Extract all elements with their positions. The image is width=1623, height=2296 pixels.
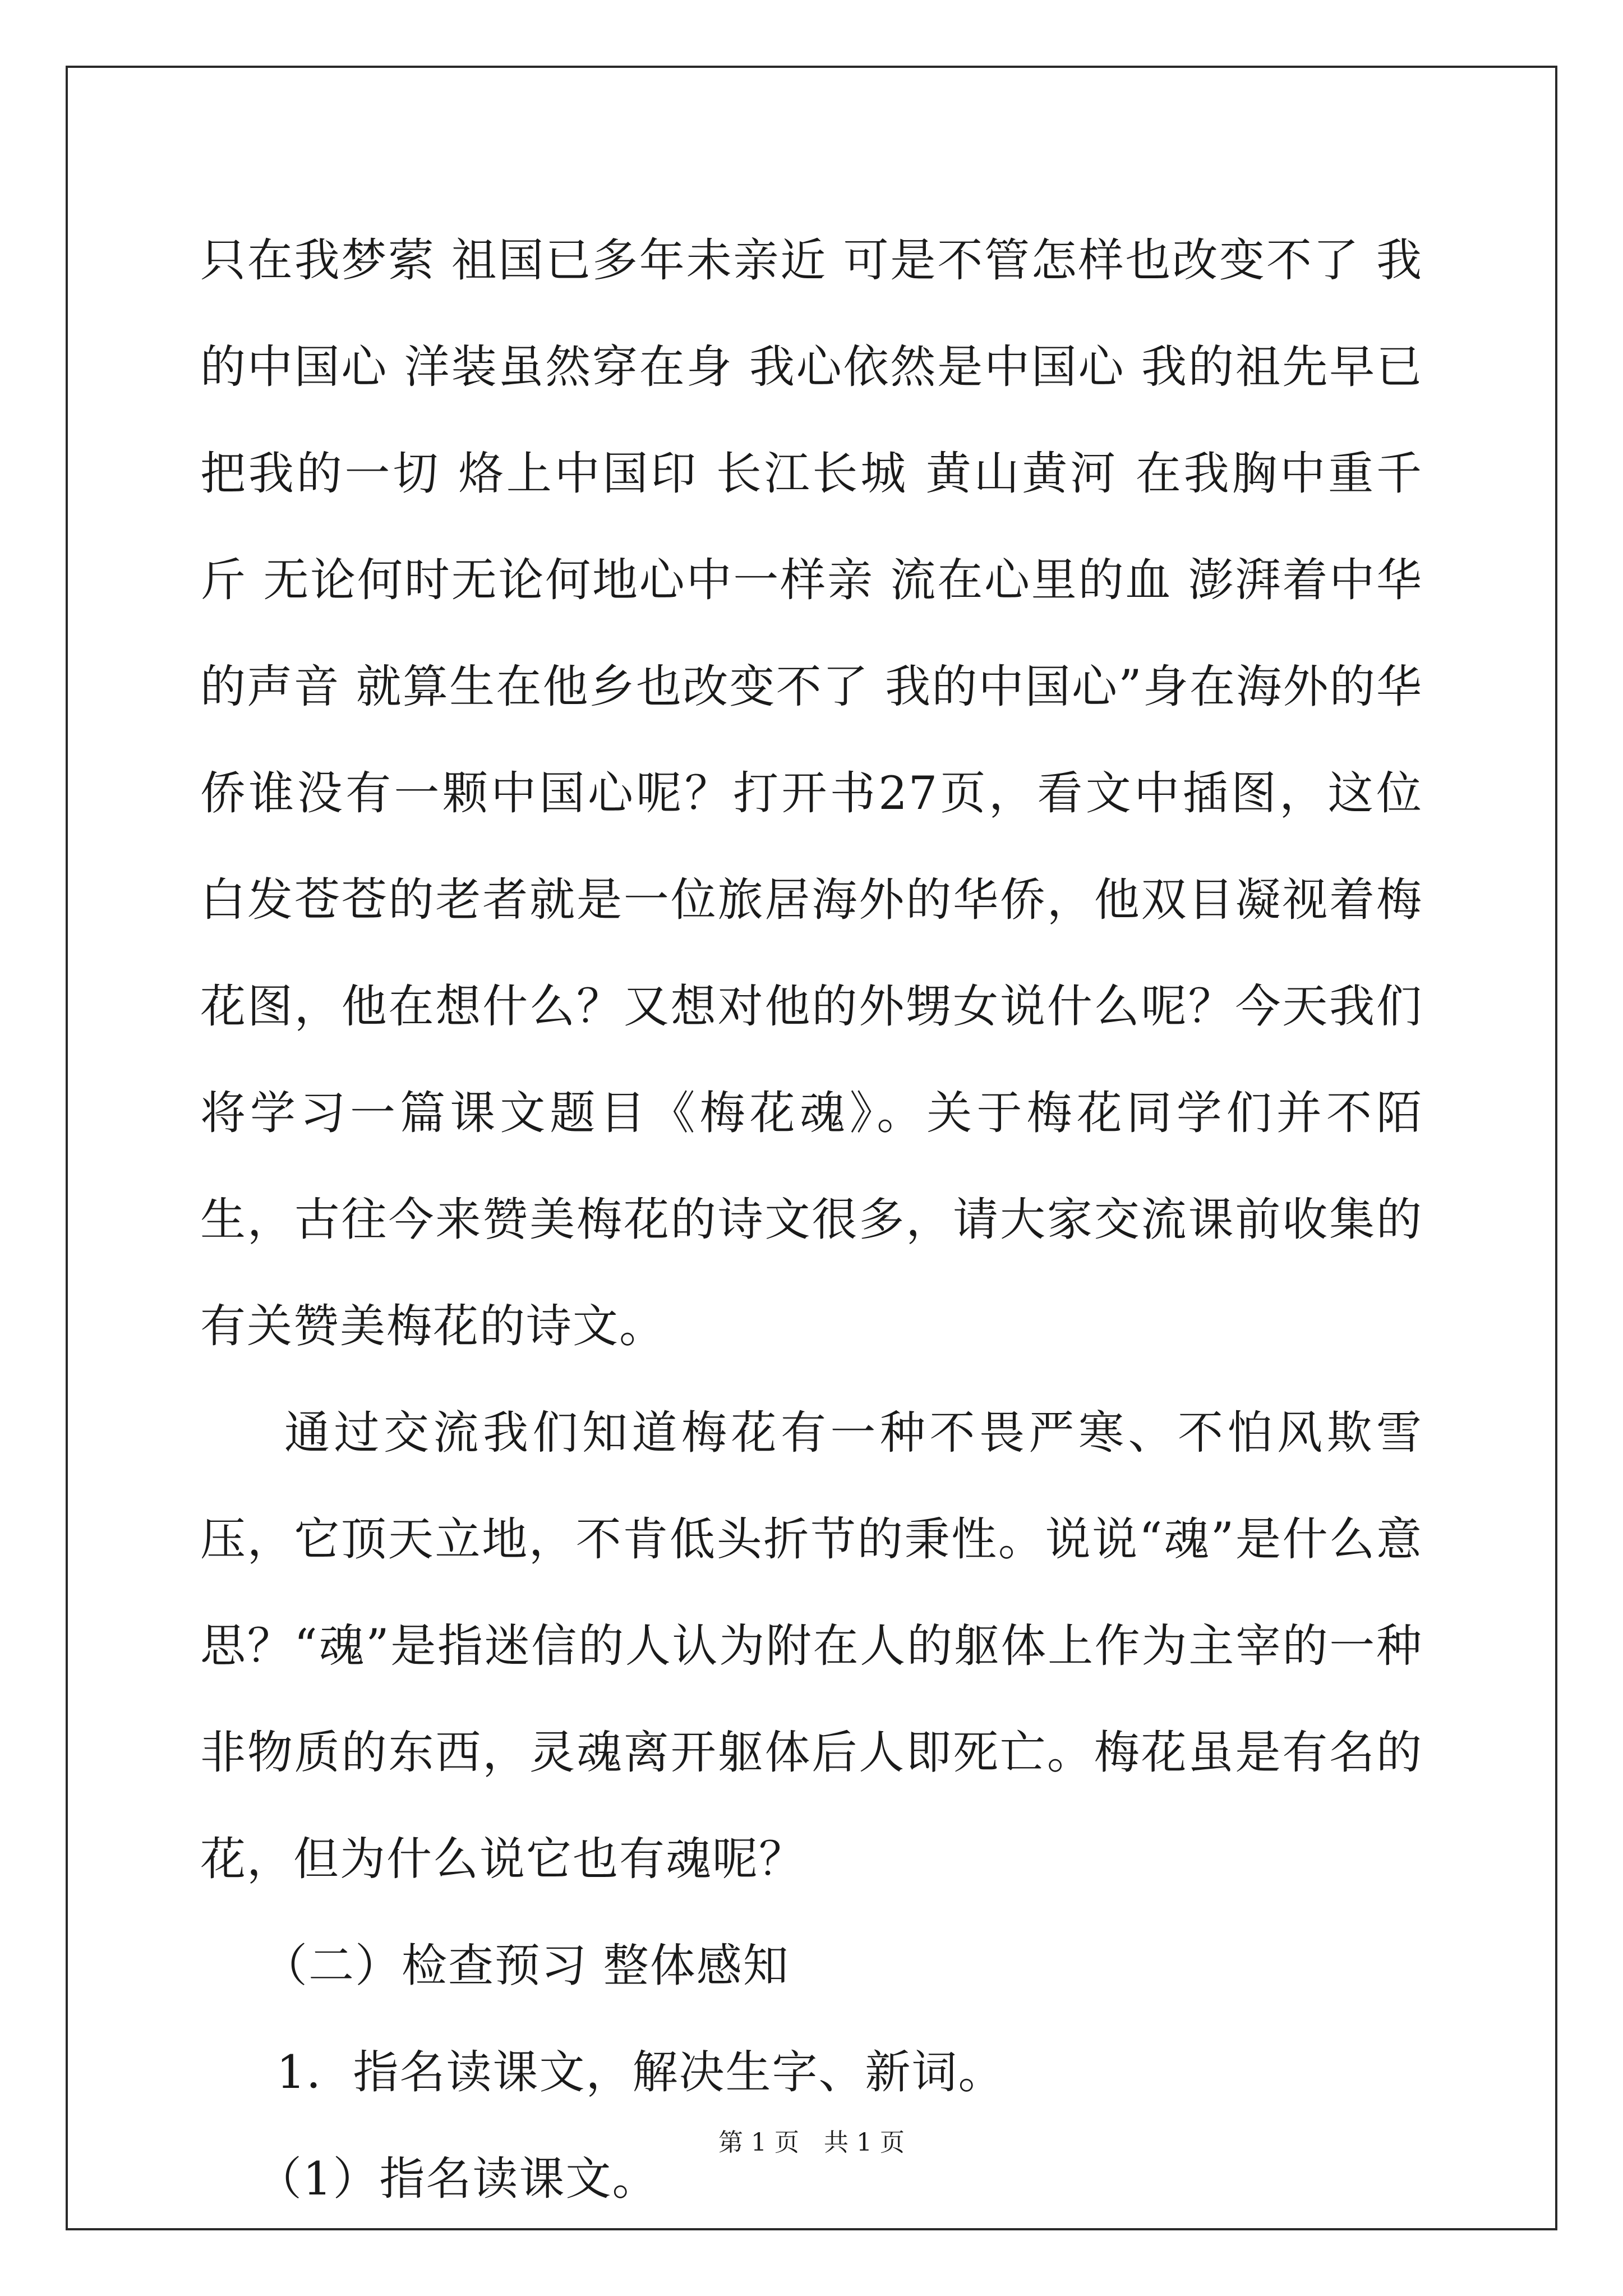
paragraph-2: 通过交流我们知道梅花有一种不畏严寒、不怕风欺雪压，它顶天立地，不肯低头折节的秉性。说说“魂”是什么意思？“魂”是指迷信的人认为附在人的躯体上作为主宰的一种非物质的东西，灵魂离开躯体后人即死亡。梅花虽是有名的花，但为什么说它也有魂呢？: [200, 1407, 1423, 1886]
section-heading: （二）检查预习 整体感知: [262, 1940, 790, 1993]
paragraph-1: 只在我梦萦 祖国已多年未亲近 可是不管怎样也改变不了 我的中国心 洋装虽然穿在身 我心依然是中国心 我的祖先早已把我的一切 烙上中国印 长江长城 黄山黄河 在我胸中重千斤 无论何时无论何地心中一样亲 流在心里的血 澎湃着中华的声音 就算生在他乡也改变不了 我的中国心”身在海外的华侨谁没有一颗中国心呢？打开书27页，看文中插图，这位白发苍苍的老者就是一位旅居海外的华侨，他双目凝视着梅花图，他在想什么？又想对他的外甥女说什么呢？今天我们将学习一篇课文题目《梅花魂》。关于梅花同学们并不陌生，古往今来赞美梅花的诗文很多，请大家交流课前收集的有关赞美梅花的诗文。: [200, 234, 1423, 1353]
page-footer: 第 1 页 共 1 页: [718, 2128, 905, 2157]
document-body: [200, 208, 1423, 2233]
list-item-1: 1．指名读课文，解决生字、新词。: [276, 2046, 1005, 2099]
sub-list-item-1: （1）指名读课文。: [256, 2153, 659, 2206]
